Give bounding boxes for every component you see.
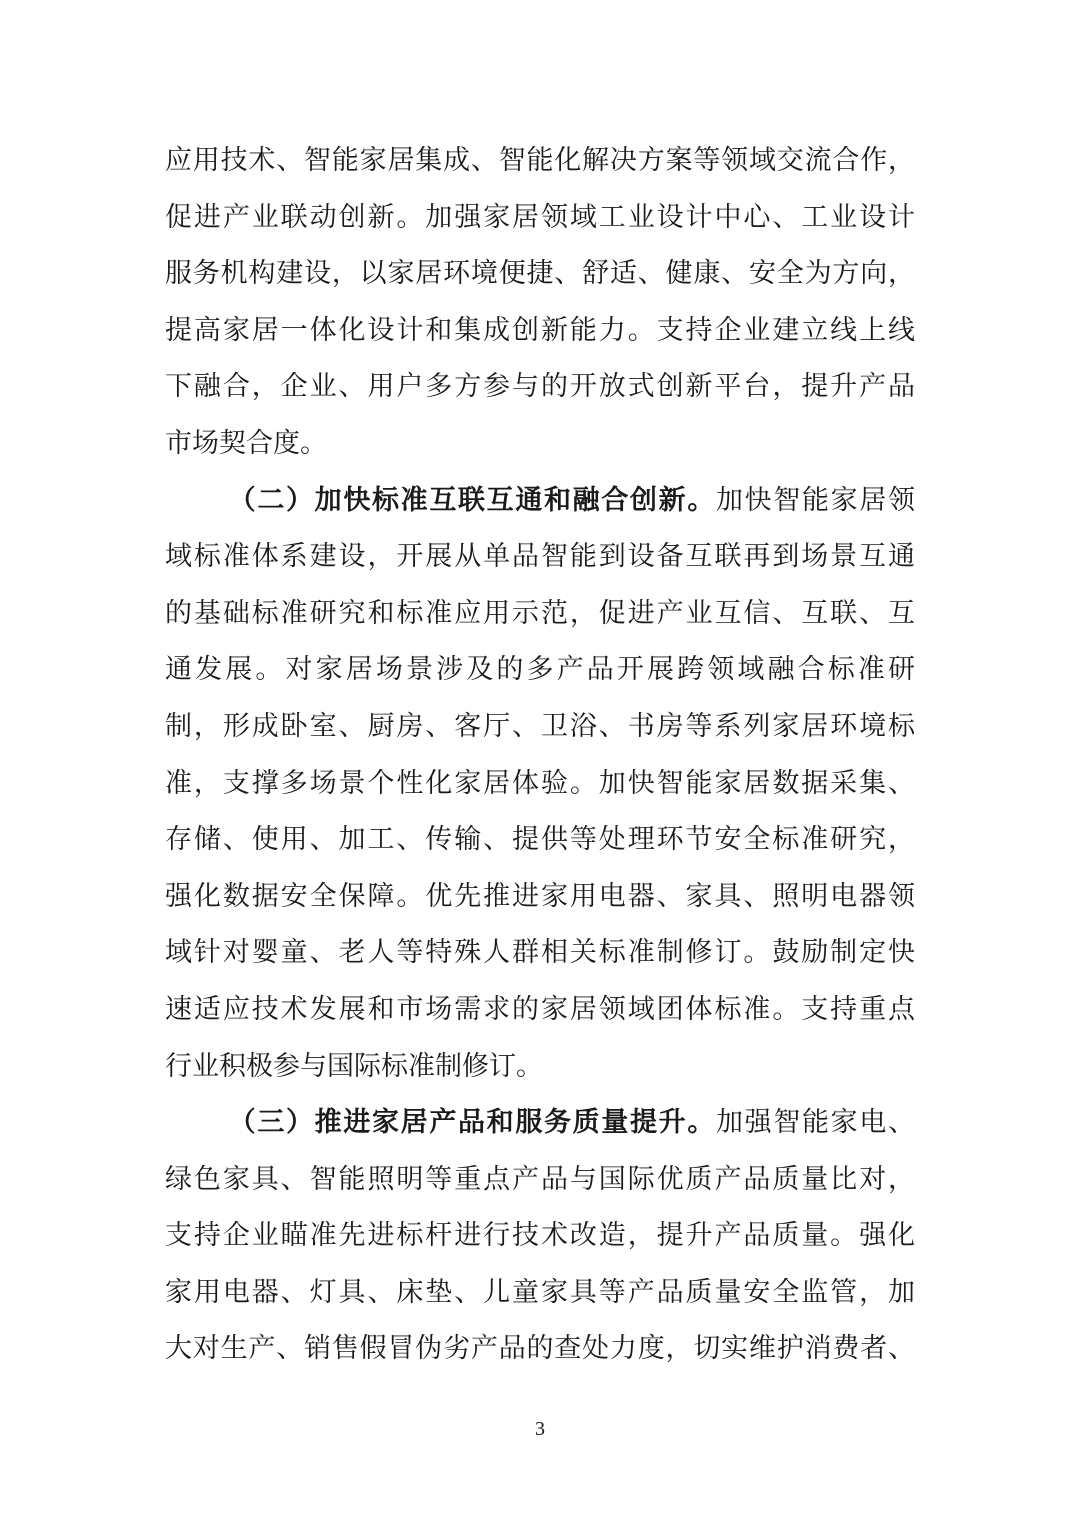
text-line: 制，形成卧室、厨房、客厅、卫浴、书房等系列家居环境标: [165, 710, 915, 742]
text-line: 绿色家具、智能照明等重点产品与国际优质产品质量比对，: [165, 1163, 915, 1195]
text-line: 域针对婴童、老人等特殊人群相关标准制修订。鼓励制定快: [165, 937, 915, 969]
text-line: 市场契合度。: [165, 427, 327, 459]
text-line: 应用技术、智能家居集成、智能化解决方案等领域交流合作，: [165, 145, 915, 176]
paragraph: [165, 473, 915, 1096]
text-line: [165, 1095, 915, 1152]
text-run: 加强智能家电、: [716, 1107, 915, 1139]
text-line: [165, 473, 915, 530]
section-heading: （三）推进家居产品和服务质量提升。: [227, 1107, 716, 1139]
text-run: 加快智能家居领: [716, 484, 915, 516]
paragraph: [165, 133, 915, 473]
text-line: 速适应技术发展和市场需求的家居领域团体标准。支持重点: [165, 993, 915, 1025]
text-line: 准，支撑多场景个性化家居体验。加快智能家居数据采集、: [165, 767, 915, 799]
text-line: 行业积极参与国际标准制修订。: [165, 1050, 543, 1082]
text-line: 大对生产、销售假冒伪劣产品的查处力度，切实维护消费者、: [165, 1333, 915, 1365]
page-number: 3: [535, 1418, 545, 1440]
text-line: 支持企业瞄准先进标杆进行技术改造，提升产品质量。强化: [165, 1220, 915, 1252]
section-heading: （二）加快标准互联互通和融合创新。: [227, 484, 716, 516]
text-line: 提高家居一体化设计和集成创新能力。支持企业建立线上线: [165, 314, 915, 346]
text-line: 通发展。对家居场景涉及的多产品开展跨领域融合标准研: [165, 654, 915, 686]
text-line: 促进产业联动创新。加强家居领域工业设计中心、工业设计: [165, 201, 915, 233]
text-line: 存储、使用、加工、传输、提供等处理环节安全标准研究，: [165, 824, 915, 856]
text-line: 强化数据安全保障。优先推进家用电器、家具、照明电器领: [165, 880, 915, 912]
text-line: 下融合，企业、用户多方参与的开放式创新平台，提升产品: [165, 371, 915, 403]
paragraph: [165, 1095, 915, 1378]
body-text: [165, 133, 915, 1378]
text-line: 服务机构建设，以家居环境便捷、舒适、健康、安全为方向，: [165, 258, 915, 290]
text-line: 域标准体系建设，开展从单品智能到设备互联再到场景互通: [165, 541, 915, 573]
text-line: 家用电器、灯具、床垫、儿童家具等产品质量安全监管，加: [165, 1276, 915, 1308]
text-line: 的基础标准研究和标准应用示范，促进产业互信、互联、互: [165, 597, 915, 629]
